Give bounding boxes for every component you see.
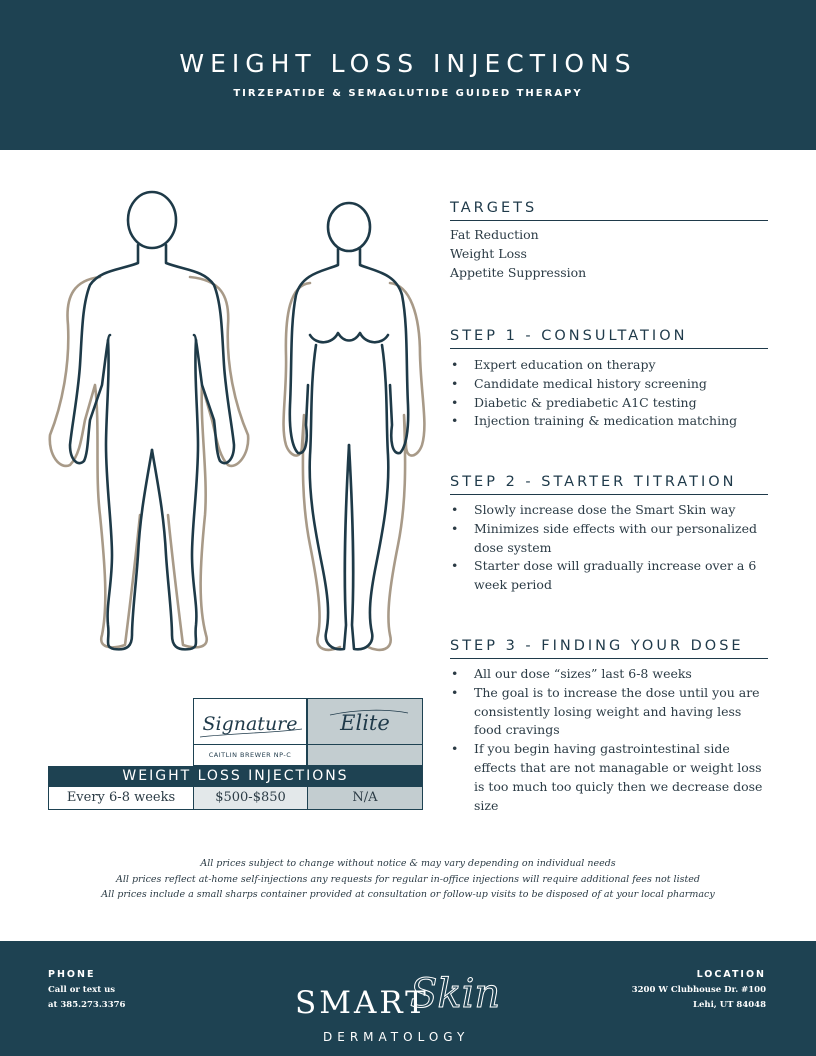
disclaimer-line: All prices reflect at-home self-injections any requests for regular in-office injections will require additional fees not listed	[115, 873, 701, 885]
svg-text:Elite: Elite	[340, 711, 390, 735]
targets-list	[450, 226, 768, 282]
signature-price-cell: $500-$850	[193, 786, 308, 810]
city-line: Lehi, UT 84048	[693, 1000, 766, 1010]
disclaimer-line: All prices include a small sharps container provided at consultation or follow-up visits to be disposed of at your local pharmacy	[101, 889, 715, 900]
page-subtitle: TIRZEPATIDE & SEMAGLUTIDE GUIDED THERAPY	[233, 88, 583, 99]
svg-text:SMART: SMART	[295, 985, 429, 1021]
list-item: • Slowly increase dose the Smart Skin way	[450, 501, 768, 520]
list-item: • The goal is to increase the dose until you are consistently losing weight and having less food cravings	[450, 684, 768, 740]
svg-text:DERMATOLOGY: DERMATOLOGY	[323, 1030, 470, 1044]
list-item: Fat Reduction	[450, 227, 539, 242]
list-item: • Minimizes side effects with our personalized dose system	[450, 520, 768, 558]
page-footer	[0, 941, 816, 1056]
address-line: 3200 W Clubhouse Dr. #100	[631, 985, 766, 995]
phone-line: Call or text us	[48, 985, 116, 995]
phone-number[interactable]: at 385.273.3376	[48, 1000, 126, 1010]
step2-heading: STEP 2 - STARTER TITRATION	[450, 474, 768, 495]
list-item: • Candidate medical history screening	[450, 375, 768, 394]
frequency-cell: Every 6-8 weeks	[48, 786, 194, 810]
list-item: Weight Loss	[450, 245, 527, 261]
svg-text:Signature: Signature	[202, 713, 298, 735]
list-item: • Injection training & medication matching	[450, 412, 768, 431]
step1-heading: STEP 1 - CONSULTATION	[450, 328, 768, 349]
step2-list	[450, 501, 768, 595]
pricing-disclaimers	[0, 856, 816, 903]
body-silhouettes-illustration	[40, 185, 440, 665]
empty-cell	[307, 745, 423, 766]
location-label: LOCATION	[696, 969, 766, 980]
disclaimer-line: All prices subject to change without notice & may vary depending on individual needs	[200, 858, 616, 869]
elite-tier-header	[307, 698, 423, 745]
price-table	[48, 698, 423, 810]
male-figure-outline	[70, 192, 234, 649]
list-item: • If you begin having gastrointestinal side effects that are not managable or weight loss is too much too quicly then we decrease dose size	[450, 740, 768, 815]
list-item: • All our dose “sizes” last 6-8 weeks	[450, 665, 768, 684]
list-item: • Expert education on therapy	[450, 356, 768, 375]
provider-name: CAITLIN BREWER NP-C	[193, 745, 307, 766]
list-item: Appetite Suppression	[450, 264, 587, 280]
signature-tier-header	[193, 698, 307, 745]
step1-list	[450, 356, 768, 431]
phone-label: PHONE	[48, 969, 96, 980]
signature-script-logo	[194, 699, 306, 744]
table-title-band: WEIGHT LOSS INJECTIONS	[48, 766, 423, 786]
elite-script-logo	[308, 699, 422, 744]
list-item: • Diabetic & prediabetic A1C testing	[450, 394, 768, 413]
page-header	[0, 0, 816, 150]
elite-price-cell: N/A	[307, 786, 423, 810]
targets-heading: TARGETS	[450, 200, 768, 221]
step3-list	[450, 665, 768, 815]
smart-skin-logo	[290, 951, 530, 1051]
svg-text:Skin: Skin	[410, 971, 501, 1017]
step3-heading: STEP 3 - FINDING YOUR DOSE	[450, 638, 768, 659]
list-item: • Starter dose will gradually increase over a 6 week period	[450, 557, 768, 595]
page-title: WEIGHT LOSS INJECTIONS	[179, 49, 637, 78]
